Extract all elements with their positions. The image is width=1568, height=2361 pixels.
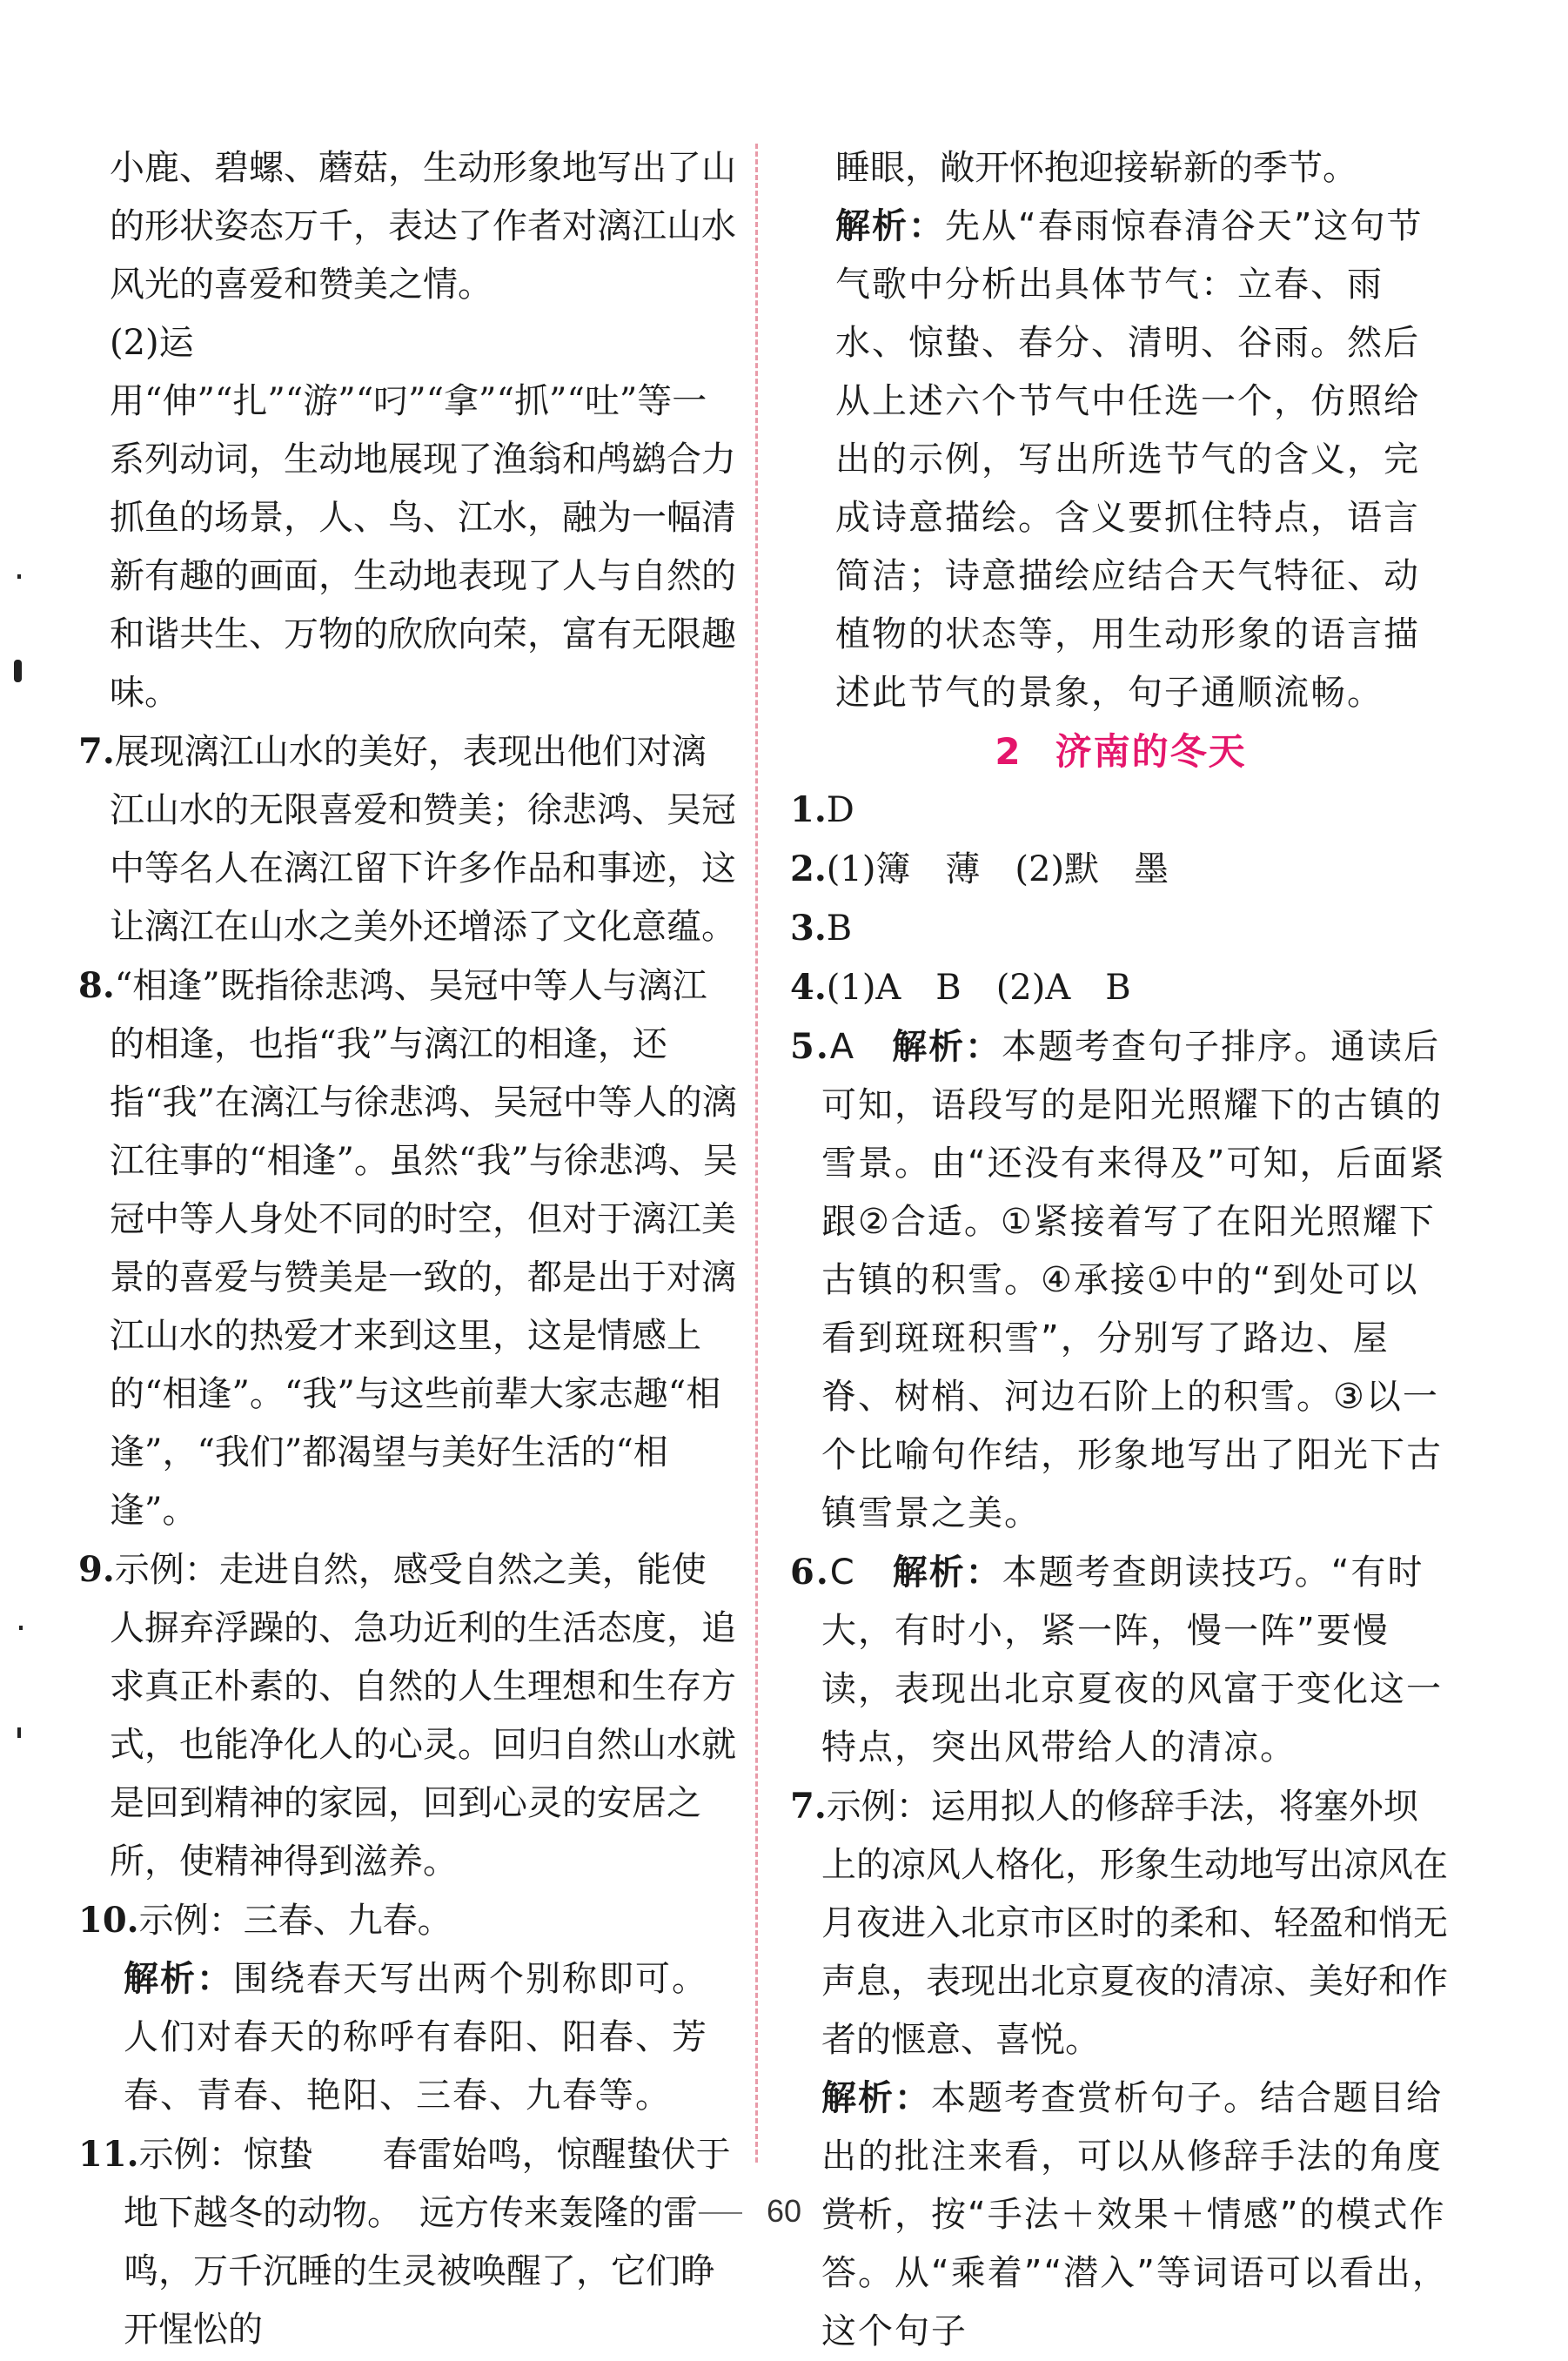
- answer-11: [78, 2125, 740, 2359]
- explanation-text: 本题考查句子排序。通读后可知，语段写的是阳光照耀下的古镇的雪景。由“还没有来得及”可知，后面紧跟②合适。①紧接着写了在阳光照耀下古镇的积雪。④承接①中的“到处可以看到斑斑积雪”，分别写了路边、屋脊、树梢、河边石阶上的积雪。③以一个比喻句作结，形象地写出了阳光下古镇雪景之美。: [821, 1027, 1446, 1533]
- question-number: 7.: [790, 1786, 827, 1827]
- answer-text: 示例：三春、九春。: [138, 1901, 452, 1941]
- answer-part-2: (2)运用“伸”“扎”“游”“叼”“拿”“抓”“吐”等一系列动词，生动地展现了渔翁和鸬鹚合力抓鱼的场景，人、鸟、江水，融为一幅清新有趣的画面，生动地表现了人与自然的和谐共生、万物的欣欣向荣，富有无限趣味。: [110, 323, 736, 713]
- question-number: 1.: [790, 789, 827, 830]
- explanation-text: 先从“春雨惊春清谷天”这句节气歌中分析出具体节气：立春、雨水、惊蛰、春分、清明、谷雨。然后从上述六个节气中任选一个，仿照给出的示例，写出所选节气的含义，完成诗意描绘。含义要抓住特点，语言简洁；诗意描绘应结合天气特征、动植物的状态等，用生动形象的语言描述此节气的景象，句子通顺流畅。: [835, 206, 1424, 713]
- scan-mark: [14, 660, 22, 682]
- answer-10: [78, 1891, 740, 1950]
- answer-7: [78, 722, 740, 956]
- answer-text: 示例：走进自然，感受自然之美，能使人摒弃浮躁的、急功近利的生活态度，追求真正朴素的、自然的人生理想和生存方式，也能净化人的心灵。回归自然山水就是回到精神的家园，回到心灵的安居之所，使精神得到滋养。: [110, 1550, 736, 1881]
- answer-text: 示例：运用拟人的修辞手法，将塞外坝上的凉风人格化，形象生动地写出凉风在月夜进入北京市区时的柔和、轻盈和悄无声息，表现出北京夏夜的清凉、美好和作者的惬意、喜悦。: [821, 1787, 1448, 2060]
- answer-text: B: [826, 909, 853, 949]
- explanation-10: [78, 1950, 740, 2125]
- footer-rule: [699, 2212, 742, 2214]
- scan-mark: [17, 574, 21, 579]
- answer-2: [790, 840, 1451, 899]
- explanation-text: 围绕春天写出两个别称即可。人们对春天的称呼有春阳、阳春、芳春、青春、艳阳、三春、九春等。: [124, 1959, 708, 2116]
- answer-text: 示例：惊蛰 春雷始鸣，惊醒蛰伏于地下越冬的动物。 远方传来轰隆的雷鸣，万千沉睡的生灵被唤醒了，它们睁开惺忪的: [124, 2135, 731, 2350]
- answer-text: (1)簿 薄 (2)默 墨: [826, 849, 1169, 889]
- explanation-label: 解析：: [835, 206, 945, 246]
- section-number: 2: [995, 730, 1022, 773]
- explanation-text: 本题考查赏析句子。结合题目给出的批注来看，可以从修辞手法的角度赏析，按“手法＋效果＋情感”的模式作答。从“乘着”“潜入”等词语可以看出，这个句子: [821, 2078, 1449, 2351]
- answer-1: [790, 781, 1451, 840]
- question-number: 9.: [78, 1549, 115, 1590]
- answer-text: 展现漓江山水的美好，表现出他们对漓江山水的无限喜爱和赞美；徐悲鸿、吴冠中等名人在漓江留下许多作品和事迹，这让漓江在山水之美外还增添了文化意蕴。: [110, 732, 736, 947]
- answer-8: [78, 956, 740, 1540]
- question-number: 6.: [790, 1552, 830, 1593]
- section-heading: [790, 722, 1451, 781]
- question-number: 7.: [78, 731, 115, 772]
- answer-text: “相逢”既指徐悲鸿、吴冠中等人与漓江的相逢，也指“我”与漓江的相逢，还指“我”在漓江与徐悲鸿、吴冠中等人的漓江往事的“相逢”。虽然“我”与徐悲鸿、吴冠中等人身处不同的时空，但对于漓江美景的喜爱与赞美是一致的，都是出于对漓江山水的热爱才来到这里，这是情感上的“相逢”。“我”与这些前辈大家志趣“相逢”，“我们”都渴望与美好生活的“相逢”。: [110, 966, 738, 1531]
- answer-6: [790, 1543, 1451, 1777]
- page-footer: [0, 2193, 1568, 2230]
- answer-7: [790, 1777, 1451, 2069]
- section-title: 济南的冬天: [1055, 730, 1247, 773]
- question-number: 3.: [790, 908, 827, 949]
- footer-rule: [826, 2212, 869, 2214]
- answer-4: [790, 958, 1451, 1017]
- left-column: [78, 139, 740, 2359]
- question-number: 10.: [78, 1900, 139, 1941]
- answer-text: (1)A B (2)A B: [826, 968, 1131, 1008]
- scan-mark: [17, 1727, 21, 1738]
- answer-11-continuation: 睡眼，敞开怀抱迎接崭新的季节。: [835, 148, 1357, 188]
- right-column: [790, 139, 1451, 2361]
- question-number: 2.: [790, 848, 827, 889]
- answer-choice: C: [829, 1553, 856, 1593]
- explanation-label: 解析：: [892, 1553, 1002, 1593]
- answer-3: [790, 899, 1451, 958]
- answer-9: [78, 1540, 740, 1891]
- explanation-11: [790, 198, 1451, 722]
- question-number: 11.: [78, 2134, 139, 2175]
- answer-choice: A: [829, 1027, 856, 1067]
- question-number: 4.: [790, 967, 827, 1008]
- explanation-label: 解析：: [124, 1959, 233, 1999]
- answer-5: [790, 1017, 1451, 1543]
- answer-text: D: [826, 790, 854, 830]
- explanation-label: 解析：: [892, 1027, 1002, 1067]
- explanation-text: 本题考查朗读技巧。“有时大，有时小，紧一阵，慢一阵”要慢读，表现出北京夏夜的风富于变化这一特点，突出风带给人的清凉。: [821, 1553, 1443, 1767]
- page-number: 60: [766, 2193, 802, 2229]
- question-number: 8.: [78, 965, 115, 1006]
- scan-mark: [19, 1626, 23, 1630]
- explanation-label: 解析：: [821, 2078, 931, 2118]
- column-divider: [755, 144, 758, 2163]
- answer-continuation: 小鹿、碧螺、蘑菇，生动形象地写出了山的形状姿态万千，表达了作者对漓江山水风光的喜爱和赞美之情。: [110, 148, 736, 305]
- question-number: 5.: [790, 1026, 830, 1067]
